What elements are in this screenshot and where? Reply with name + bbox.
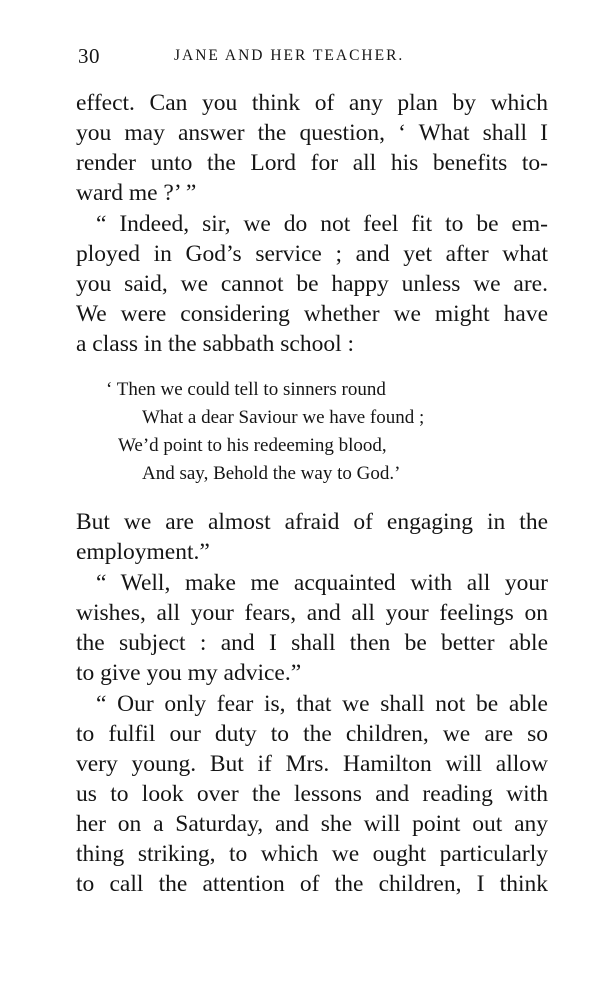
text-line: “ Our only fear is, that we shall not be able [96,691,548,717]
verse-line: We’d point to his redeeming blood, [118,435,387,456]
text-line: a class in the sabbath school : [76,331,355,357]
text-line: to fulfil our duty to the children, we are so [76,721,548,747]
text-line: to call the attention of the children, I think [76,871,548,897]
text-line: us to look over the lessons and reading with [76,781,548,807]
text-line: employment.” [76,539,210,565]
text-line: the subject : and I shall then be better able [76,630,548,656]
text-line: her on a Saturday, and she will point out any [76,811,548,837]
text-line: “ Indeed, sir, we do not feel fit to be em- [96,211,548,237]
verse-line: And say, Behold the way to God.’ [142,463,401,484]
text-line: But we are almost afraid of engaging in the [76,509,548,535]
text-line: render unto the Lord for all his benefits to- [76,150,548,176]
verse-line: ‘ Then we could tell to sinners round [106,379,386,400]
text-line: effect. Can you think of any plan by which [76,90,548,116]
running-title: JANE AND HER TEACHER. [174,47,405,64]
text-line: thing striking, to which we ought particularly [76,841,548,867]
page-header [78,44,548,72]
text-line: you said, we cannot be happy unless we are. [76,271,548,297]
text-line: ward me ?’ ” [76,180,197,206]
page-number: 30 [78,44,100,68]
text-line: to give you my advice.” [76,660,302,686]
text-line: you may answer the question, ‘ What shall I [76,120,548,146]
text-line: “ Well, make me acquainted with all your [96,570,548,596]
verse-line: What a dear Saviour we have found ; [142,407,425,428]
text-line: wishes, all your fears, and all your feelings on [76,600,548,626]
text-line: ployed in God’s service ; and yet after what [76,241,548,267]
text-line: very young. But if Mrs. Hamilton will allow [76,751,548,777]
text-line: We were considering whether we might have [76,301,548,327]
